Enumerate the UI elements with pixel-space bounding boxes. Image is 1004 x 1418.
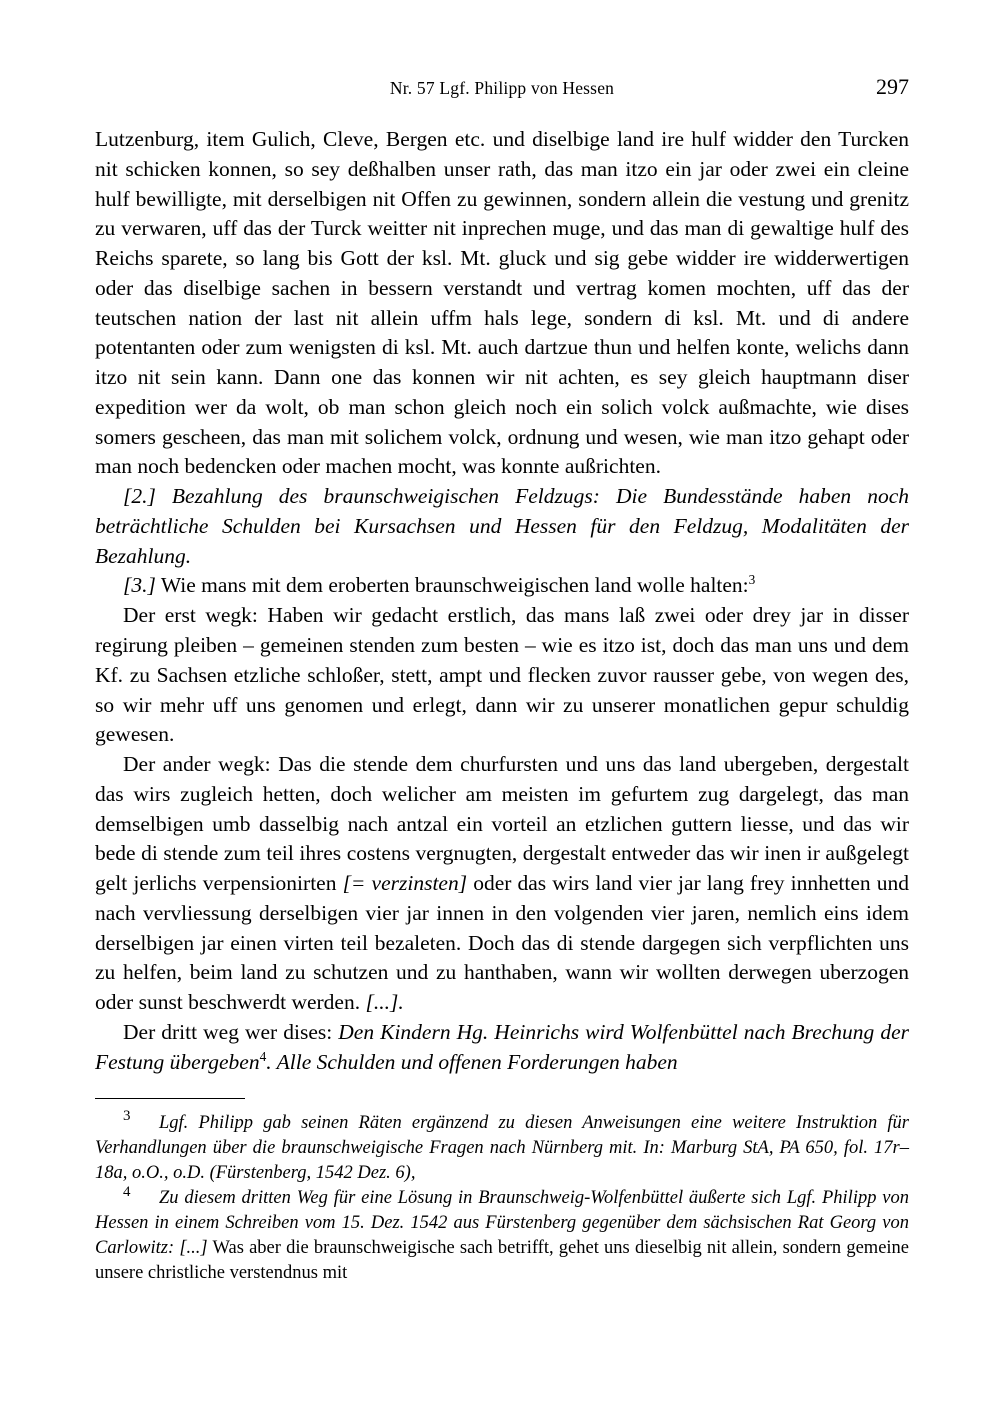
paragraph-6-part-a: Der dritt weg wer dises: xyxy=(123,1019,339,1044)
footnote-ref-4[interactable]: 4 xyxy=(259,1048,267,1064)
paragraph-1: Lutzenburg, item Gulich, Cleve, Bergen etc. und diselbige land ire hulf widder den Turcken nit schicken konnen, so sey deßhalben unser rath, das man itzo ein jar oder zwei ein cleine hulf bewilligte, mit derselbigen nit Offen zu gewinnen, sondern allein die vestung und grenitz zu verwaren, uff das der Turck weitter nit inprechen muge, und das man di gewaltige hulf des Reichs sparete, so lang bis Gott der ksl. Mt. gluck und sig gebe widder ire widderwertigen oder das diselbige sachen in bessern verstandt und vertrag komen mochten, uff das der teutschen nation der last nit allein uffm hals lege, sondern di ksl. Mt. und di andere potentanten oder zum wenigsten di ksl. Mt. auch dartzue thun und helfen konte, welichs dann itzo nit sein kann. Dann one das konnen wir nit achten, es sey gleich hauptmann diser expedition wer da wolt, ob man schon gleich noch ein solich volck außmachte, wie dises somers gescheen, das man mit solichem volck, ordnung und wesen, wie man itzo gehapt oder man noch bedencken oder machen mocht, was konnte außrichten. xyxy=(95,127,909,479)
running-head xyxy=(95,74,909,99)
paragraph-5-part-b: oder das wirs land vier jar lang frey innhetten und nach vervliessung derselbigen vier jar innen in den volgenden vier jaren, nemlich eins idem derselbigen jar einen virten teil bezaleten. Doch das di stende dargegen sich verpflichten uns zu helfen, beim land zu schutzen und zu hanthaben, wann wir wollten derwegen uberzogen oder sunst beschwerdt werden. xyxy=(95,871,909,1015)
paragraph-3-text: Wie mans mit dem eroberten braunschweigischen land wolle halten: xyxy=(155,573,749,598)
editorial-gloss: [= verzinsten] xyxy=(342,871,468,896)
footnote-ref-3[interactable]: 3 xyxy=(748,572,756,588)
paragraph-4: Der erst wegk: Haben wir gedacht erstlich, das mans laß zwei oder drey jar in disser regirung pleiben – gemeinen stenden zum besten – wie es itzo ist, doch das man uns und dem Kf. zu Sachsen etzliche schloßer, stett, ampt und flecken zuvor rausser gebe, von wegen des, so wir mehr uff uns genomen und erlegt, dann wir zu unserer monatlichen gepur schuldig gewesen. xyxy=(95,603,909,747)
footnote-separator xyxy=(95,1098,245,1099)
ellipsis-marker: [...]. xyxy=(365,990,404,1015)
body-text xyxy=(95,125,909,1078)
footnotes-section xyxy=(95,1108,909,1287)
paragraph-5-part-a: Der ander wegk: Das die stende dem churfursten und uns das land ubergeben, dergestalt das wirs zugleich hetten, doch welicher am meisten im gefurtem zug dargelegt, das man demselbigen umb dasselbig nach antzal ein vorteil an etzlichen guttern liesse, und das wir bede di stende zum teil ihres costens vergnugten, dergestalt entweder das wir inen ir außgelegt gelt jerlichs verpensionirten xyxy=(95,752,909,896)
footnote-3-text: Lgf. Philipp gab seinen Räten ergänzend zu diesen Anweisungen eine weitere Instruktion für Verhandlungen über die braunschweigische Fragen nach Nürnberg mit. In: Marburg StA, PA 650, fol. 17r–18a, o.O., o.D. (Fürstenberg, 1542 Dez. 6), xyxy=(95,1112,909,1183)
paragraph-5 xyxy=(95,750,909,1018)
footnote-4-text-italic: Zu diesem dritten Weg für eine Lösung in Braunschweig-Wolfenbüttel äußerte sich Lgf. Philipp von Hessen in einem Schreiben vom 15. Dez. 1542 aus Fürstenberg gegenüber dem sächsischen Rat Georg von Carlowitz: [...] xyxy=(95,1187,909,1259)
paragraph-6 xyxy=(95,1018,909,1078)
footnote-3: 3 Lgf. Philipp gab seinen Räten ergänzend zu diesen Anweisungen eine weitere Instruktion für Verhandlungen über die braunschweigische Fragen nach Nürnberg mit. In: Marburg StA, PA 650, fol. 17r–18a, o.O., o.D. (Fürstenberg, 1542 Dez. 6), xyxy=(95,1108,909,1183)
paragraph-3 xyxy=(95,571,909,601)
paragraph-6-italic-1: Den Kindern Hg. Heinrichs wird Wolfenbüttel nach Brechung der Festung übergeben xyxy=(95,1019,909,1074)
running-head-title: Nr. 57 Lgf. Philipp von Hessen xyxy=(389,78,615,98)
page-number: 297 xyxy=(876,74,909,99)
paragraph-6-italic-2: . Alle Schulden und offenen Forderungen haben xyxy=(266,1049,678,1074)
footnote-4-text-roman: Was aber die braunschweigische sach betrifft, gehet uns dieselbig nit allein, sondern gemeine unsere christliche verstendnus mit xyxy=(95,1238,909,1284)
footnote-4: 4 Zu diesem dritten Weg für eine Lösung in Braunschweig-Wolfenbüttel äußerte sich Lgf. Philipp von Hessen in einem Schreiben vom 15. Dez. 1542 aus Fürstenberg gegenüber dem sächsischen Rat Georg von Carlowitz: [...] Was aber die braunschweigische sach betrifft, gehet uns dieselbig nit allein, sondern gemeine unsere christliche verstendnus mit xyxy=(95,1183,909,1284)
paragraph-2-summary: [2.] Bezahlung des braunschweigischen Feldzugs: Die Bundesstände haben noch beträchtliche Schulden bei Kursachsen und Hessen für den Feldzug, Modalitäten der Bezahlung. xyxy=(95,484,909,568)
section-marker-3: [3.] xyxy=(123,573,156,598)
